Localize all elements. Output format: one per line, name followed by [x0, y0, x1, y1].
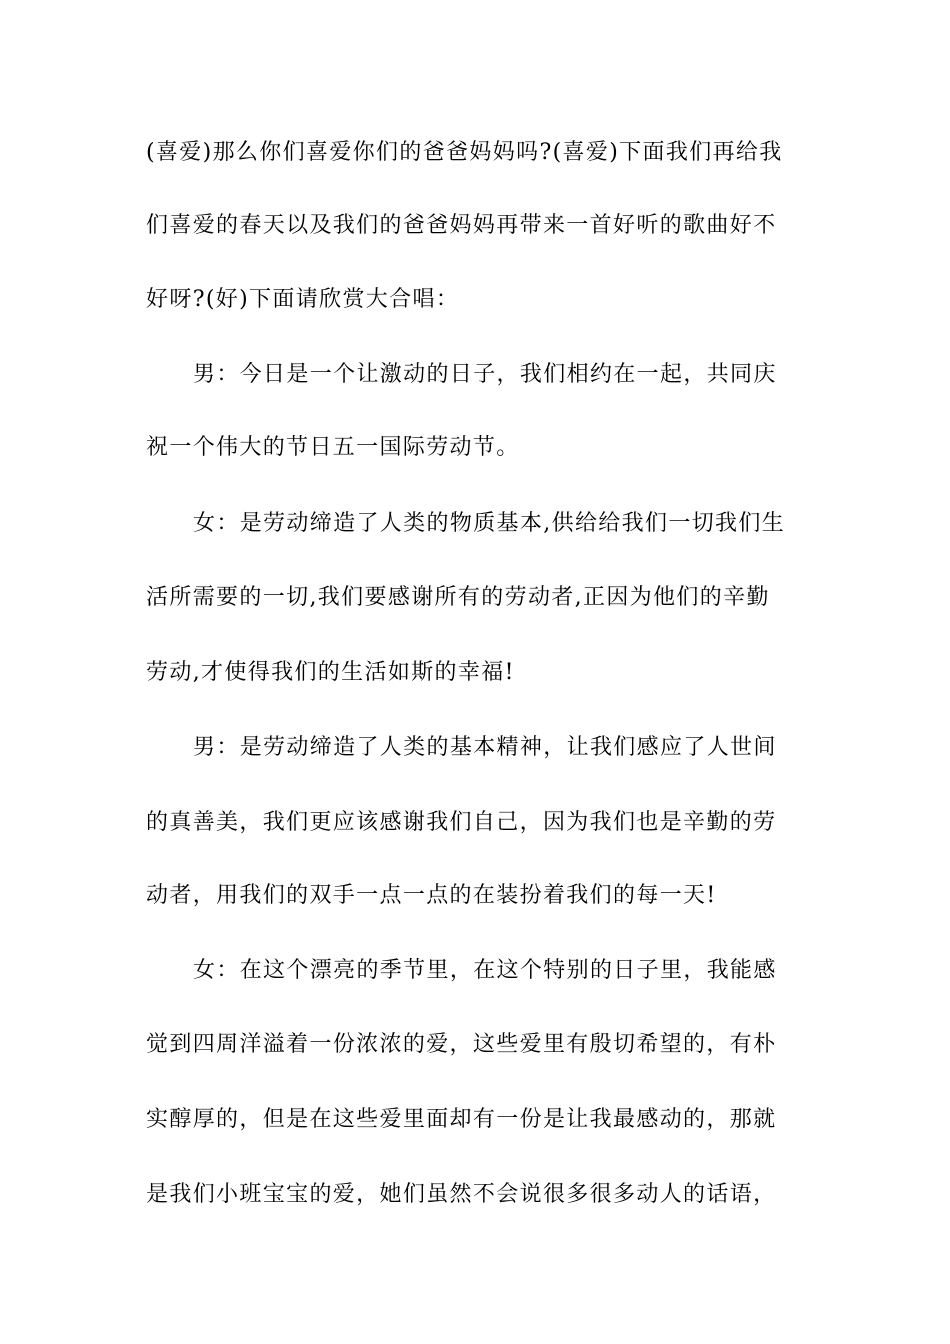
text-line: 的真善美，我们更应该感谢我们自己，因为我们也是辛勤的劳: [146, 810, 777, 835]
text-line: 们喜爱的春天以及我们的爸爸妈妈再带来一首好听的歌曲好不: [146, 213, 777, 238]
text-line: 活所需要的一切,我们要感谢所有的劳动者,正因为他们的辛勤: [146, 585, 770, 610]
text-line-male-speaker: 男：是劳动缔造了人类的基本精神，让我们感应了人世间: [193, 735, 777, 760]
text-line: 动者，用我们的双手一点一点的在装扮着我们的每一天!: [146, 883, 717, 908]
text-line: (喜爱)那么你们喜爱你们的爸爸妈妈吗?(喜爱)下面我们再给我: [146, 140, 783, 165]
text-line: 劳动,才使得我们的生活如斯的幸福!: [146, 660, 515, 685]
text-line-female-speaker: 女：在这个漂亮的季节里，在这个特别的日子里，我能感: [193, 958, 777, 983]
text-line: 祝一个伟大的节日五一国际劳动节。: [146, 435, 520, 460]
text-line-male-speaker: 男：今日是一个让激动的日子，我们相约在一起，共同庆: [193, 362, 777, 387]
text-line: 觉到四周洋溢着一份浓浓的爱，这些爱里有殷切希望的，有朴: [146, 1032, 777, 1057]
text-line-female-speaker: 女：是劳动缔造了人类的物质基本,供给给我们一切我们生: [193, 511, 786, 536]
text-line: 好呀?(好)下面请欣赏大合唱：: [146, 287, 460, 312]
text-line: 实醇厚的，但是在这些爱里面却有一份是让我最感动的，那就: [146, 1107, 777, 1132]
text-line: 是我们小班宝宝的爱，她们虽然不会说很多很多动人的话语，: [146, 1182, 777, 1207]
